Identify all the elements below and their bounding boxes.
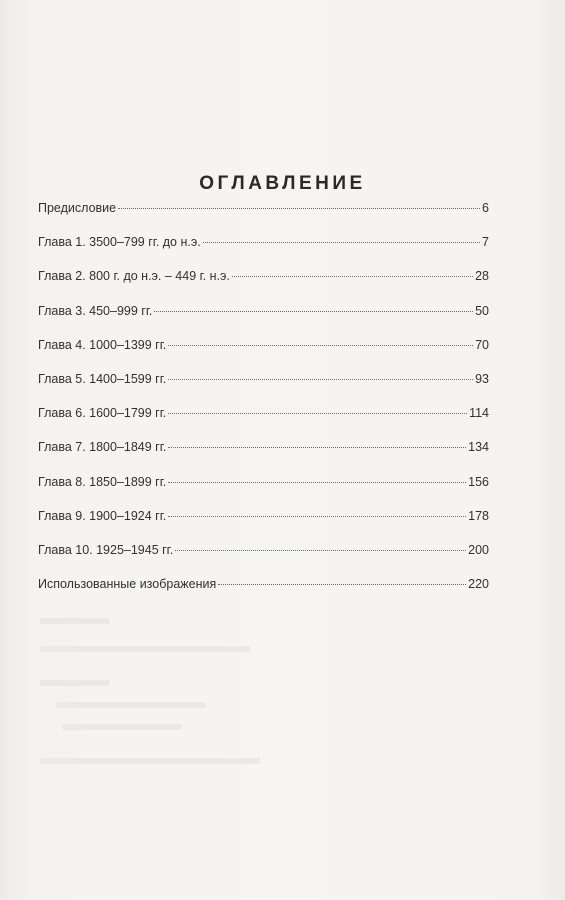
- dot-leader: [168, 482, 466, 483]
- toc-entry-label: Глава 3. 450–999 гг.: [38, 303, 153, 318]
- toc-entry-label: Предисловие: [38, 201, 117, 215]
- dot-leader: [168, 413, 467, 414]
- toc-entry: [38, 338, 489, 372]
- dot-leader: [154, 311, 473, 312]
- toc-entry-page-number: 6: [482, 201, 489, 215]
- toc-entry-label: Глава 6. 1600–1799 гг.: [38, 406, 167, 421]
- show-through-mark: [40, 618, 110, 624]
- toc-entry-page-number: 114: [469, 406, 489, 421]
- toc-entry-label: Глава 10. 1925–1945 гг.: [38, 542, 174, 557]
- toc-entry: [38, 201, 489, 235]
- toc-entry-label: Глава 1. 3500–799 гг. до н.э.: [38, 235, 201, 250]
- dot-leader: [168, 379, 473, 380]
- toc-entry-label: Глава 8. 1850–1899 гг.: [38, 474, 167, 489]
- toc-entry-label: Глава 9. 1900–1924 гг.: [38, 508, 167, 523]
- toc-entry-page-number: 200: [468, 542, 489, 557]
- dot-leader: [168, 345, 473, 346]
- show-through-mark: [40, 758, 260, 764]
- dot-leader: [168, 516, 466, 517]
- toc-entry: [38, 269, 489, 303]
- table-of-contents: [38, 201, 489, 611]
- dot-leader: [203, 242, 480, 243]
- toc-entry: [38, 440, 489, 474]
- dot-leader: [118, 208, 480, 209]
- toc-entry: [38, 475, 489, 509]
- toc-entry: [38, 304, 489, 338]
- toc-entry-page-number: 7: [482, 235, 489, 250]
- toc-entry-page-number: 70: [475, 337, 489, 352]
- show-through-mark: [62, 724, 182, 730]
- toc-entry: [38, 577, 489, 611]
- toc-entry-page-number: 50: [475, 303, 489, 318]
- dot-leader: [168, 447, 466, 448]
- dot-leader: [232, 276, 473, 277]
- toc-entry-label: Глава 4. 1000–1399 гг.: [38, 337, 167, 352]
- toc-entry: [38, 372, 489, 406]
- page-title: ОГЛАВЛЕНИЕ: [199, 172, 366, 194]
- toc-entry: [38, 543, 489, 577]
- show-through-mark: [40, 680, 110, 686]
- dot-leader: [218, 584, 466, 585]
- toc-entry-page-number: 28: [475, 269, 489, 284]
- show-through-mark: [56, 702, 206, 708]
- dot-leader: [175, 550, 466, 551]
- toc-entry-label: Глава 5. 1400–1599 гг.: [38, 371, 167, 386]
- toc-entry-label: Использованные изображения: [38, 577, 217, 592]
- toc-entry-label: Глава 7. 1800–1849 гг.: [38, 440, 167, 455]
- toc-entry-page-number: 134: [468, 440, 489, 455]
- toc-entry-page-number: 220: [468, 577, 489, 592]
- toc-entry: [38, 235, 489, 269]
- toc-entry-page-number: 156: [468, 474, 489, 489]
- toc-entry: [38, 406, 489, 440]
- toc-entry-label: Глава 2. 800 г. до н.э. – 449 г. н.э.: [38, 269, 230, 284]
- toc-entry-page-number: 178: [468, 508, 489, 523]
- toc-entry-page-number: 93: [475, 371, 489, 386]
- toc-entry: [38, 509, 489, 543]
- show-through-mark: [40, 646, 250, 652]
